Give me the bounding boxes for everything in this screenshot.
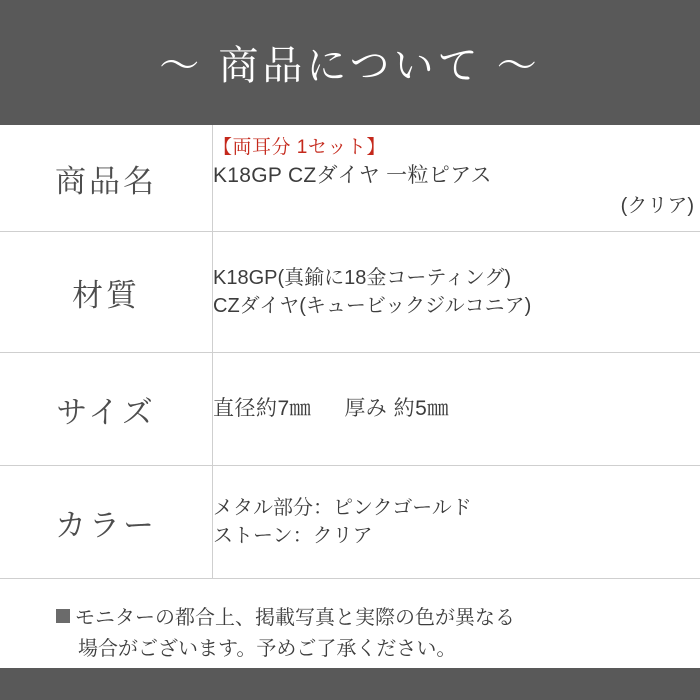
row-value-color — [213, 466, 700, 579]
row-value-product-name — [213, 125, 700, 232]
row-label-product-name: 商品名 — [0, 125, 213, 232]
note-line-2: 場合がございます。予めご了承ください。 — [78, 638, 457, 660]
table-row-color — [0, 466, 700, 579]
material-line-1: K18GP(真鍮に18金コーティング) — [213, 266, 512, 289]
row-value-size — [213, 353, 700, 466]
row-label-material: 材質 — [0, 232, 213, 353]
size-thickness: 厚み 約5㎜ — [344, 397, 449, 421]
header-band — [0, 0, 700, 125]
size-diameter: 直径約7㎜ — [213, 397, 312, 421]
product-name-main: K18GP CZダイヤ 一粒ピアス — [213, 164, 492, 188]
table-row-product-name — [0, 125, 700, 232]
table-row-size — [0, 353, 700, 466]
note-line-1-wrap — [56, 603, 660, 634]
color-line-1: メタル部分：ピンクゴールド — [213, 496, 472, 519]
note-line-1: モニターの都合上、掲載写真と実際の色が異なる — [75, 607, 515, 629]
material-line-2: CZダイヤ(キュービックジルコニア) — [213, 295, 532, 317]
footer-band — [0, 668, 700, 700]
row-label-size: サイズ — [0, 353, 213, 466]
product-name-sub: (クリア) — [620, 194, 694, 217]
page-title: 〜 商品について 〜 — [159, 44, 541, 88]
square-bullet-icon — [56, 609, 70, 623]
row-label-color: カラー — [0, 466, 213, 579]
set-badge: 【両耳分 1セット】 — [213, 137, 386, 159]
row-value-material — [213, 232, 700, 353]
table-row-material — [0, 232, 700, 353]
color-line-2: ストーン：クリア — [213, 525, 373, 547]
spec-table — [0, 125, 700, 579]
